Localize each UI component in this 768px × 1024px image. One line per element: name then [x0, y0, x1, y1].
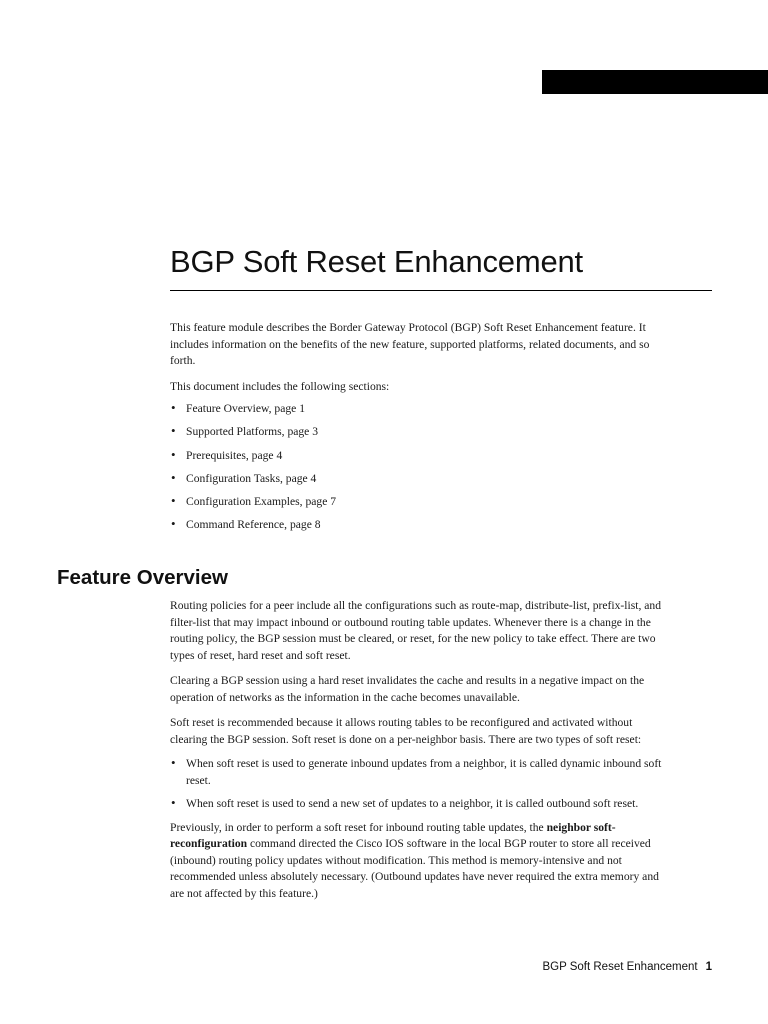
bullet-icon: •: [171, 755, 176, 770]
header-black-bar: [542, 70, 768, 94]
title-rule: [170, 290, 712, 291]
page-number: 1: [705, 961, 712, 973]
bullet-icon: •: [171, 493, 176, 509]
bullet-icon: •: [171, 400, 176, 415]
sections-lead: This document includes the following sections:: [170, 379, 390, 393]
list-item-text: When soft reset is used to generate inbound updates from a neighbor, it is called dynamic inbound soft reset.: [186, 757, 662, 787]
footer-title: BGP Soft Reset Enhancement: [542, 961, 698, 973]
command-name: neighbor soft-reconfiguration: [170, 820, 616, 850]
feature-overview-body: [170, 598, 670, 902]
bullet-icon: •: [171, 423, 176, 439]
bullet-icon: •: [171, 516, 176, 532]
toc-item[interactable]: [170, 494, 670, 511]
document-title: BGP Soft Reset Enhancement: [170, 244, 583, 279]
body-paragraph: [170, 820, 670, 903]
toc-list: [170, 401, 670, 534]
paragraph-text: command directed the Cisco IOS software in the local BGP router to store all received (inbound) routing policy updates without modification. This method is memory-intensive and not recommended unless absolutely necessary. (Outbound updates have never required the extra memory and are not affected by this feature.): [170, 837, 659, 900]
paragraph-text: Previously, in order to perform a soft reset for inbound routing table updates, the: [170, 820, 547, 834]
list-item: [170, 756, 670, 789]
toc-item[interactable]: [170, 471, 670, 488]
toc-item[interactable]: [170, 448, 670, 465]
page-footer: [542, 961, 712, 973]
section-heading-feature-overview: Feature Overview: [57, 566, 228, 589]
body-paragraph: Soft reset is recommended because it allows routing tables to be reconfigured and activated without clearing the BGP session. Soft reset is done on a per-neighbor basis. There are two types of soft reset:: [170, 716, 642, 746]
list-item-text: When soft reset is used to send a new set of updates to a neighbor, it is called outbound soft reset.: [186, 797, 639, 810]
toc-item-label: Configuration Examples, page 7: [186, 495, 337, 509]
toc-item[interactable]: [170, 517, 670, 534]
list-item: [170, 796, 670, 813]
bullet-icon: •: [171, 446, 176, 462]
toc-item-label: Command Reference, page 8: [186, 518, 321, 532]
bullet-list: [170, 756, 670, 813]
intro-section: [170, 320, 670, 541]
toc-item-label: Feature Overview, page 1: [186, 402, 305, 415]
body-paragraph: Routing policies for a peer include all the configurations such as route-map, distribute-list, prefix-list, and filter-list that may impact inbound or outbound routing table updates. Whenever there is a change in the routing policy, the BGP session must be cleared, or reset, for the new policy to take effect. There are two types of reset, hard reset and soft reset.: [170, 599, 661, 662]
body-paragraph: Clearing a BGP session using a hard reset invalidates the cache and results in a negative impact on the operation of networks as the information in the cache becomes unavailable.: [170, 674, 645, 704]
toc-item[interactable]: [170, 401, 670, 418]
bullet-icon: •: [171, 795, 176, 810]
bullet-icon: •: [171, 469, 176, 485]
toc-item-label: Supported Platforms, page 3: [186, 425, 319, 439]
intro-paragraph: This feature module describes the Border Gateway Protocol (BGP) Soft Reset Enhancement feature. It includes information on the benefits of the new feature, supported platforms, related documents, and so forth.: [170, 321, 650, 367]
toc-item-label: Prerequisites, page 4: [186, 448, 283, 462]
toc-item[interactable]: [170, 424, 670, 441]
toc-item-label: Configuration Tasks, page 4: [186, 471, 317, 485]
